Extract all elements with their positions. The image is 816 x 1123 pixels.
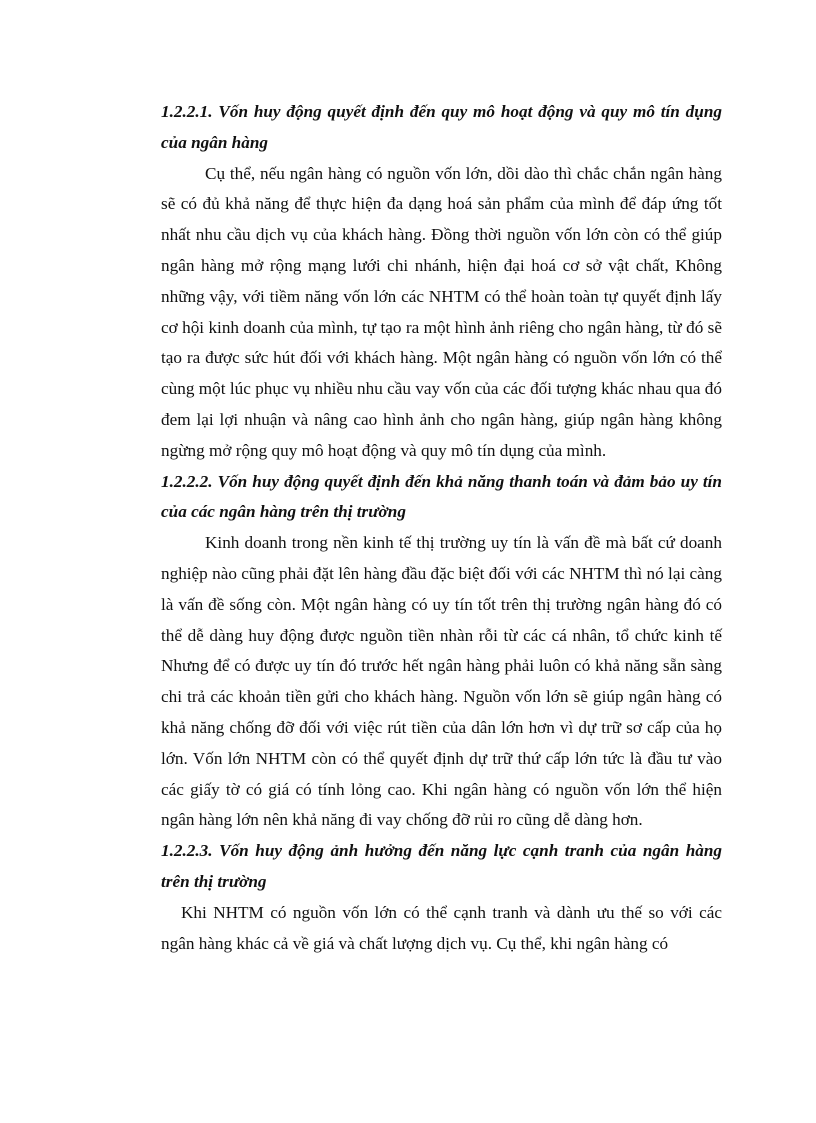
section-heading-1-2-2-1: 1.2.2.1. Vốn huy động quyết định đến quy mô hoạt động và quy mô tín dụng của ngân hàng [161, 102, 722, 152]
section-paragraph-1-2-2-3: Khi NHTM có nguồn vốn lớn có thể cạnh tranh và dành ưu thế so với các ngân hàng khác cả về giá và chất lượng dịch vụ. Cụ thể, khi ngân hàng có [161, 902, 722, 953]
section-paragraph-1-2-2-2: Kinh doanh trong nền kinh tế thị trường uy tín là vấn đề mà bất cứ doanh nghiệp nào cũng phải đặt lên hàng đầu đặc biệt đối với các NHTM thì nó lại càng là vấn đề sống còn. Một ngân hàng có uy tín tốt trên thị trường ngân hàng đó có thể dễ dàng huy động được nguồn tiền nhàn rỗi từ các cá nhân, tổ chức kinh tế Nhưng để có được uy tín đó trước hết ngân hàng phải luôn có khả năng sẵn sàng chi trả các khoản tiền gửi cho khách hàng. Nguồn vốn lớn sẽ giúp ngân hàng có khả năng chống đỡ đối với việc rút tiền của dân lớn hơn vì dự trữ sơ cấp của họ lớn. Vốn lớn NHTM còn có thể quyết định dự trữ thứ cấp lớn tức là đầu tư vào các giấy tờ có giá có tính lỏng cao. Khi ngân hàng có nguồn vốn lớn thể hiện ngân hàng lớn nên khả năng đi vay chống đỡ rủi ro cũng dễ dàng hơn. [161, 533, 722, 830]
section-paragraph-1-2-2-1: Cụ thể, nếu ngân hàng có nguồn vốn lớn, dồi dào thì chắc chắn ngân hàng sẽ có đủ khả năng để thực hiện đa dạng hoá sản phẩm của mình để đáp ứng tốt nhất nhu cầu dịch vụ của khách hàng. Đồng thời nguồn vốn lớn còn có thể giúp ngân hàng mở rộng mạng lưới chi nhánh, hiện đại hoá cơ sở vật chất, Không những vậy, với tiềm năng vốn lớn các NHTM có thể hoàn toàn tự quyết định lấy cơ hội kinh doanh của mình, tự tạo ra một hình ảnh riêng cho ngân hàng, từ đó sẽ tạo ra được sức hút đối với khách hàng. Một ngân hàng có nguồn vốn lớn có thể cùng một lúc phục vụ nhiều nhu cầu vay vốn của các đối tượng khác nhau qua đó đem lại lợi nhuận và nâng cao hình ảnh cho ngân hàng, giúp ngân hàng không ngừng mở rộng quy mô hoạt động và quy mô tín dụng của mình. [161, 163, 722, 460]
section-heading-1-2-2-2: 1.2.2.2. Vốn huy động quyết định đến khả năng thanh toán và đảm bảo uy tín của các ngân hàng trên thị trường [161, 471, 722, 522]
section-heading-1-2-2-3: 1.2.2.3. Vốn huy động ảnh hưởng đến năng lực cạnh tranh của ngân hàng trên thị trường [161, 841, 722, 891]
page-content [161, 97, 722, 959]
